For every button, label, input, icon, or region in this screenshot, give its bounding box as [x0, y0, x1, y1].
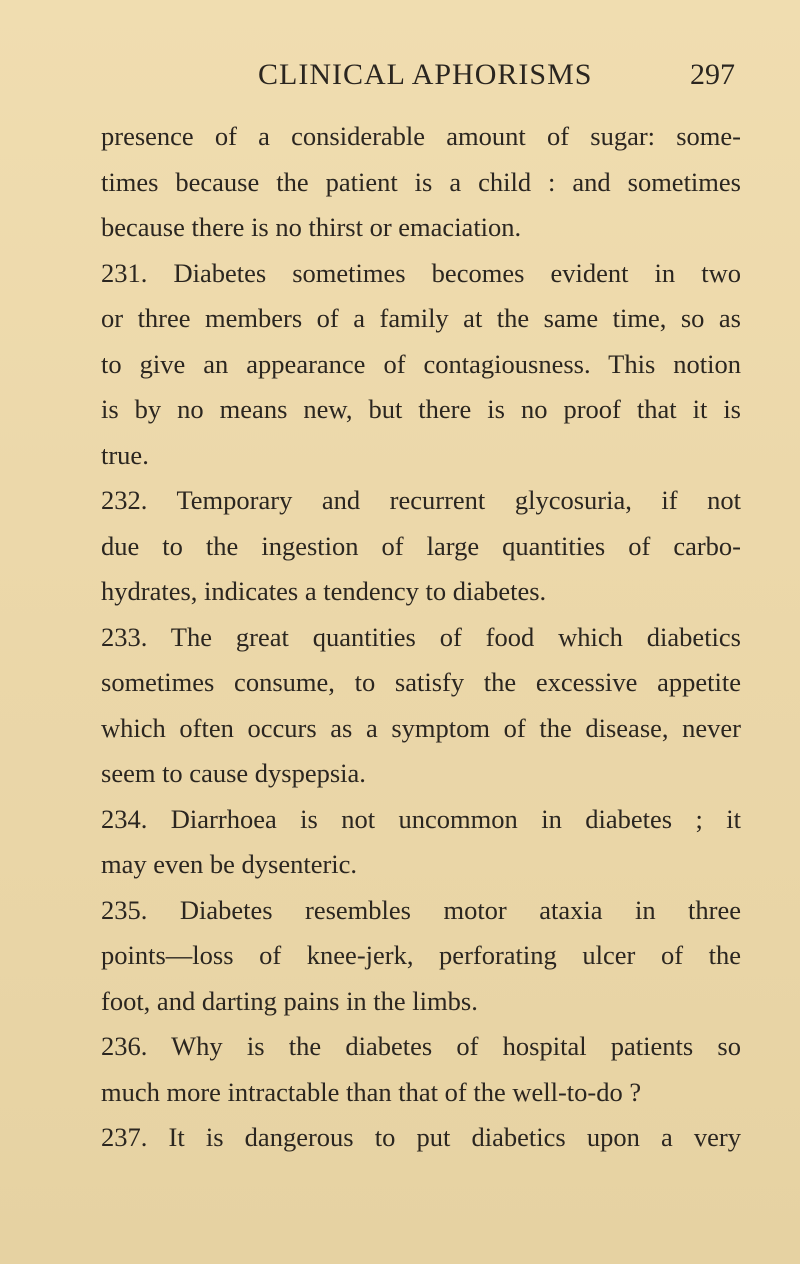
text-line: due to the ingestion of large quantities of carbo-	[101, 530, 741, 561]
text-line: 234. Diarrhoea is not uncommon in diabetes ; it	[101, 803, 741, 834]
text-line: foot, and darting pains in the limbs.	[101, 985, 478, 1016]
text-line: 233. The great quantities of food which diabetics	[101, 621, 741, 652]
text-line: 235. Diabetes resembles motor ataxia in three	[101, 894, 741, 925]
running-title: CLINICAL APHORISMS	[258, 58, 593, 91]
text-line: to give an appearance of contagiousness. This notion	[101, 348, 741, 379]
text-line: is by no means new, but there is no proof that it is	[101, 394, 741, 424]
text-line: hydrates, indicates a tendency to diabetes.	[101, 576, 547, 606]
page-number: 297	[690, 58, 735, 91]
text-line: much more intractable than that of the well-to-do ?	[101, 1076, 642, 1107]
running-head	[0, 58, 800, 98]
text-line: may even be dysenteric.	[101, 849, 358, 879]
text-line: or three members of a family at the same time, so as	[101, 303, 741, 333]
text-line: sometimes consume, to satisfy the excessive appetite	[101, 667, 741, 697]
text-line: times because the patient is a child : and sometimes	[101, 166, 741, 197]
body-text	[101, 114, 741, 1161]
text-line: because there is no thirst or emaciation.	[101, 212, 522, 242]
text-line: true.	[101, 439, 149, 470]
text-line: 232. Temporary and recurrent glycosuria, if not	[101, 485, 741, 515]
text-line: presence of a considerable amount of sugar: some-	[101, 121, 741, 151]
text-line: points—loss of knee-jerk, perforating ulcer of the	[101, 940, 741, 970]
text-line: 237. It is dangerous to put diabetics upon a very	[101, 1122, 741, 1152]
text-line: seem to cause dyspepsia.	[101, 758, 366, 788]
text-line: which often occurs as a symptom of the disease, never	[101, 712, 741, 743]
text-line: 236. Why is the diabetes of hospital patients so	[101, 1031, 741, 1061]
text-line: 231. Diabetes sometimes becomes evident in two	[101, 257, 741, 288]
